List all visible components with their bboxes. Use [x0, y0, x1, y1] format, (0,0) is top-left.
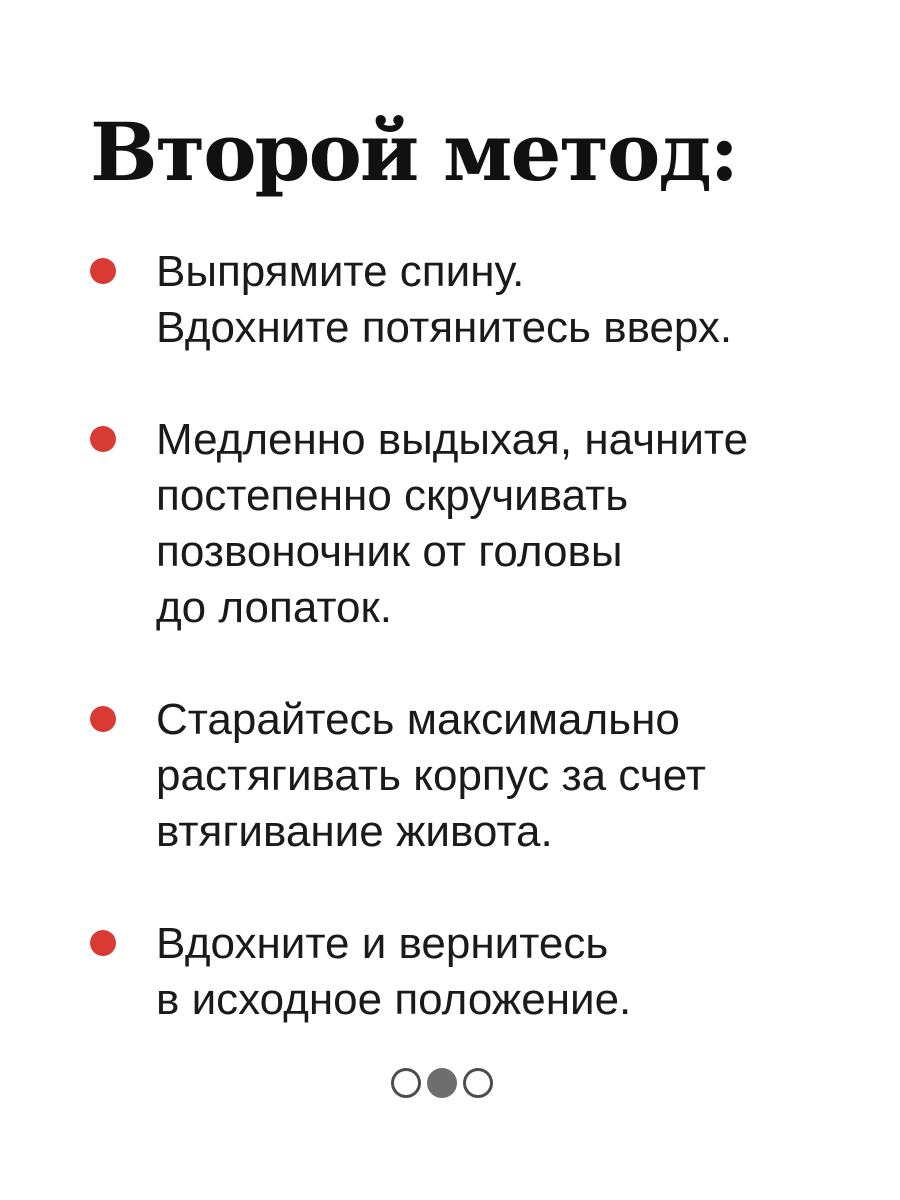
step-line: в исходное положение. — [156, 975, 632, 1024]
step-item-3 — [90, 692, 870, 860]
step-item-1 — [90, 244, 870, 356]
step-item-2 — [90, 412, 870, 636]
step-item-4 — [90, 916, 870, 1028]
step-line: Медленно выдыхая, начните — [156, 415, 749, 464]
bullet-dot-icon — [90, 258, 116, 284]
step-line: позвоночник от головы — [156, 527, 623, 576]
page-dot-2[interactable] — [427, 1068, 457, 1098]
bullet-dot-icon — [90, 426, 116, 452]
step-line: Старайтесь максимально — [156, 695, 680, 744]
page-dot-1[interactable] — [391, 1068, 421, 1098]
step-line: втягивание живота. — [156, 807, 553, 856]
step-line: растягивать корпус за счет — [156, 751, 706, 800]
slide-title: Второй метод: — [90, 105, 738, 199]
step-line: Вдохните и вернитесь — [156, 919, 609, 968]
page-dot-3[interactable] — [463, 1068, 493, 1098]
step-line: Выпрямите спину. — [156, 247, 525, 296]
step-line: постепенно скручивать — [156, 471, 629, 520]
step-line: до лопаток. — [156, 583, 392, 632]
bullet-dot-icon — [90, 706, 116, 732]
steps-list — [90, 244, 870, 1084]
bullet-dot-icon — [90, 930, 116, 956]
step-line: Вдохните потянитесь вверх. — [156, 303, 733, 352]
pagination-dots — [391, 1068, 493, 1098]
